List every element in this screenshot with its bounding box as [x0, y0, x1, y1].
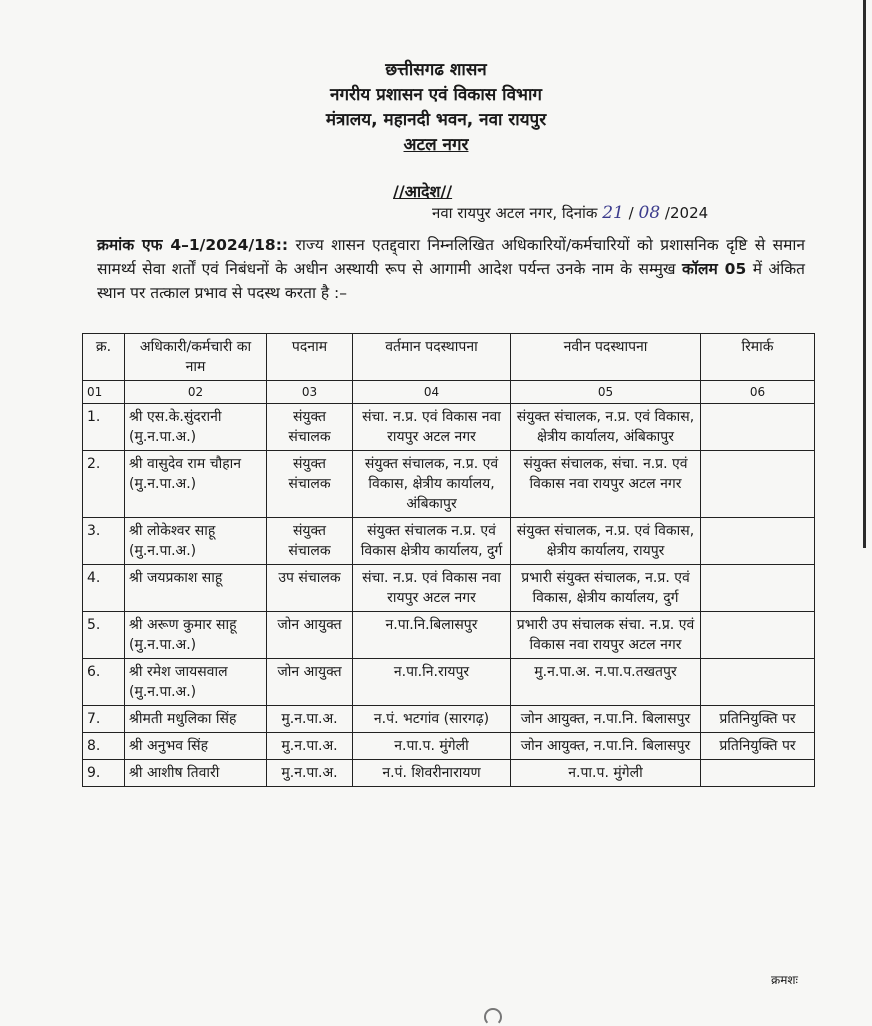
- col-number: 03: [267, 381, 353, 404]
- cell-remark: [701, 404, 815, 451]
- cell-remark: [701, 565, 815, 612]
- col-number: 06: [701, 381, 815, 404]
- cell-new-posting: संयुक्त संचालक, न.प्र. एवं विकास, क्षेत्रीय कार्यालय, अंबिकापुर: [511, 404, 701, 451]
- cell-remark: [701, 451, 815, 518]
- table-row: [83, 518, 815, 565]
- cell-name: श्री वासुदेव राम चौहान (मु.न.पा.अ.): [125, 451, 267, 518]
- cell-new-posting: न.पा.प. मुंगेली: [511, 760, 701, 787]
- table-row: [83, 612, 815, 659]
- cell-new-posting: प्रभारी उप संचालक संचा. न.प्र. एवं विकास नवा रायपुर अटल नगर: [511, 612, 701, 659]
- cell-serial: 1.: [83, 404, 125, 451]
- cell-new-posting: प्रभारी संयुक्त संचालक, न.प्र. एवं विकास, क्षेत्रीय कार्यालय, दुर्ग: [511, 565, 701, 612]
- cell-remark: प्रतिनियुक्ति पर: [701, 733, 815, 760]
- cell-designation: संयुक्त संचालक: [267, 518, 353, 565]
- cell-remark: प्रतिनियुक्ति पर: [701, 706, 815, 733]
- cell-designation: मु.न.पा.अ.: [267, 706, 353, 733]
- cell-current-posting: न.पं. भटगांव (सारगढ़): [353, 706, 511, 733]
- col-number: 02: [125, 381, 267, 404]
- cell-name: श्री एस.के.सुंदरानी (मु.न.पा.अ.): [125, 404, 267, 451]
- table-row: [83, 659, 815, 706]
- cell-remark: [701, 760, 815, 787]
- table-row: [83, 706, 815, 733]
- cell-remark: [701, 612, 815, 659]
- header-remark: रिमार्क: [701, 334, 815, 381]
- cell-current-posting: न.पा.प. मुंगेली: [353, 733, 511, 760]
- cell-serial: 4.: [83, 565, 125, 612]
- cell-name: श्री अनुभव सिंह: [125, 733, 267, 760]
- table-row: [83, 451, 815, 518]
- column-number-row: [83, 381, 815, 404]
- header-ministry: मंत्रालय, महानदी भवन, नवा रायपुर: [325, 110, 547, 130]
- date-sep-2: /: [664, 204, 670, 222]
- cell-remark: [701, 659, 815, 706]
- cell-serial: 3.: [83, 518, 125, 565]
- cell-new-posting: मु.न.पा.अ. न.पा.प.तखतपुर: [511, 659, 701, 706]
- cell-serial: 8.: [83, 733, 125, 760]
- date-sep-1: /: [628, 204, 634, 222]
- cell-designation: उप संचालक: [267, 565, 353, 612]
- cell-new-posting: जोन आयुक्त, न.पा.नि. बिलासपुर: [511, 706, 701, 733]
- date-month: 08: [638, 203, 661, 223]
- cell-designation: संयुक्त संचालक: [267, 451, 353, 518]
- col-number: 01: [83, 381, 125, 404]
- cell-current-posting: संयुक्त संचालक न.प्र. एवं विकास क्षेत्रीय कार्यालय, दुर्ग: [353, 518, 511, 565]
- order-paragraph: [97, 233, 805, 305]
- header-government: छत्तीसगढ शासन: [385, 60, 487, 80]
- table-row: [83, 733, 815, 760]
- place-date: [432, 203, 708, 223]
- cell-serial: 6.: [83, 659, 125, 706]
- cell-name: श्री आशीष तिवारी: [125, 760, 267, 787]
- column-reference: कॉलम 05: [682, 260, 747, 278]
- cell-name: श्री जयप्रकाश साहू: [125, 565, 267, 612]
- header-name: अधिकारी/कर्मचारी का नाम: [125, 334, 267, 381]
- cell-current-posting: न.पा.नि.बिलासपुर: [353, 612, 511, 659]
- header-new-posting: नवीन पदस्थापना: [511, 334, 701, 381]
- header-city-text: अटल नगर: [403, 135, 469, 155]
- cell-designation: जोन आयुक्त: [267, 659, 353, 706]
- cell-name: श्री लोकेश्वर साहू (मु.न.पा.अ.): [125, 518, 267, 565]
- table-row: [83, 404, 815, 451]
- place-text: नवा रायपुर अटल नगर, दिनांक: [432, 204, 598, 222]
- cell-current-posting: संयुक्त संचालक, न.प्र. एवं विकास, क्षेत्रीय कार्यालय, अंबिकापुर: [353, 451, 511, 518]
- table-row: [83, 760, 815, 787]
- cell-new-posting: जोन आयुक्त, न.पा.नि. बिलासपुर: [511, 733, 701, 760]
- table-row: [83, 565, 815, 612]
- cell-serial: 9.: [83, 760, 125, 787]
- order-text-part-2: में अंकित स्थान पर तत्काल प्रभाव से पदस्थ करता है :–: [97, 260, 805, 302]
- cell-serial: 5.: [83, 612, 125, 659]
- cell-current-posting: न.पं. शिवरीनारायण: [353, 760, 511, 787]
- cell-new-posting: संयुक्त संचालक, न.प्र. एवं विकास, क्षेत्रीय कार्यालय, रायपुर: [511, 518, 701, 565]
- header-designation: पदनाम: [267, 334, 353, 381]
- cell-current-posting: संचा. न.प्र. एवं विकास नवा रायपुर अटल नगर: [353, 565, 511, 612]
- col-number: 04: [353, 381, 511, 404]
- order-title: //आदेश//: [393, 182, 453, 201]
- cell-name: श्री रमेश जायसवाल (मु.न.पा.अ.): [125, 659, 267, 706]
- cell-serial: 2.: [83, 451, 125, 518]
- header-city: [0, 133, 872, 158]
- cell-designation: मु.न.पा.अ.: [267, 733, 353, 760]
- date-day: 21: [602, 203, 624, 223]
- continued-label: क्रमशः: [771, 973, 798, 987]
- table-header-row: [83, 334, 815, 381]
- header-serial: क्र.: [83, 334, 125, 381]
- page-number-mark: [484, 1008, 502, 1026]
- cell-current-posting: न.पा.नि.रायपुर: [353, 659, 511, 706]
- cell-designation: जोन आयुक्त: [267, 612, 353, 659]
- cell-name: श्रीमती मधुलिका सिंह: [125, 706, 267, 733]
- order-reference: क्रमांक एफ 4–1/2024/18::: [97, 236, 289, 254]
- header-department: नगरीय प्रशासन एवं विकास विभाग: [330, 85, 542, 105]
- header-current-posting: वर्तमान पदस्थापना: [353, 334, 511, 381]
- cell-new-posting: संयुक्त संचालक, संचा. न.प्र. एवं विकास नवा रायपुर अटल नगर: [511, 451, 701, 518]
- cell-remark: [701, 518, 815, 565]
- cell-current-posting: संचा. न.प्र. एवं विकास नवा रायपुर अटल नगर: [353, 404, 511, 451]
- date-year: 2024: [669, 204, 709, 222]
- col-number: 05: [511, 381, 701, 404]
- cell-name: श्री अरूण कुमार साहू (मु.न.पा.अ.): [125, 612, 267, 659]
- posting-table: [82, 333, 815, 787]
- cell-designation: संयुक्त संचालक: [267, 404, 353, 451]
- document-header: [0, 58, 872, 158]
- cell-serial: 7.: [83, 706, 125, 733]
- cell-designation: मु.न.पा.अ.: [267, 760, 353, 787]
- order-text-part-1: राज्य शासन एतद्द्वारा निम्नलिखित अधिकारियों/कर्मचारियों को प्रशासनिक दृष्टि से समान सामर्थ्य सेवा शर्तों एवं निबंधनों के अधीन अस्थायी रूप से आगामी आदेश पर्यन्त उनके नाम के सम्मुख: [97, 236, 805, 278]
